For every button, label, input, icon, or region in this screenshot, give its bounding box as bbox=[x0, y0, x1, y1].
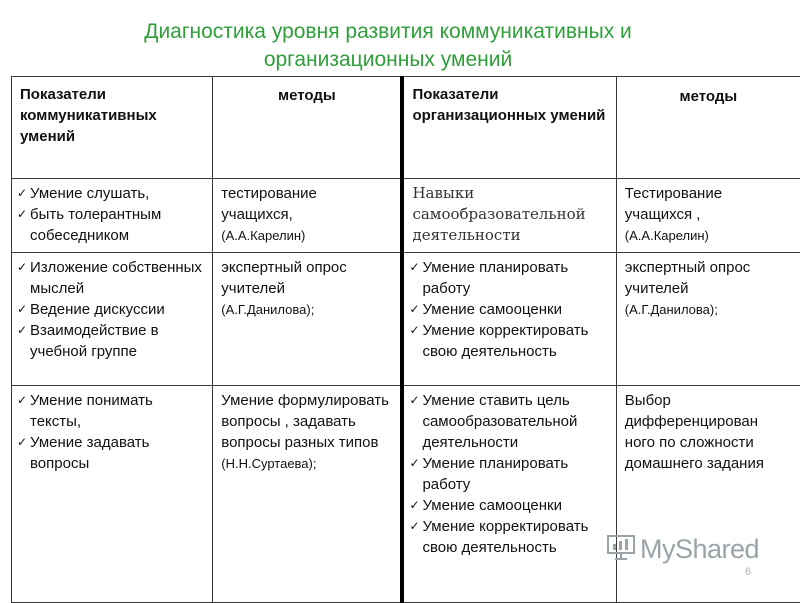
list-item: ✓ быть толерантным собеседником bbox=[20, 204, 204, 246]
diagnostics-table bbox=[11, 76, 800, 603]
header-org-methods: методы bbox=[616, 77, 800, 179]
org-indicator-cell bbox=[402, 253, 616, 386]
comm-indicator-cell bbox=[12, 179, 213, 253]
slide-title bbox=[0, 18, 776, 74]
page-number: 6 bbox=[745, 566, 751, 578]
method-reference: (А.Г.Данилова); bbox=[221, 299, 392, 320]
method-text: экспертный опрос учителей bbox=[625, 257, 792, 299]
comm-method-cell bbox=[213, 253, 403, 386]
method-text: экспертный опрос учителей bbox=[221, 257, 392, 299]
list-item: ✓ Взаимодействие в учебной группе bbox=[20, 320, 204, 362]
header-org-indicators: Показатели организационных умений bbox=[402, 77, 616, 179]
header-comm-indicators: Показатели коммуникативных умений bbox=[12, 77, 213, 179]
org-method-cell bbox=[616, 386, 800, 603]
watermark-text: MyShared bbox=[640, 534, 759, 564]
comm-indicator-list bbox=[20, 183, 204, 246]
list-item: ✓ Ведение дискуссии bbox=[20, 299, 204, 320]
comm-indicator-list bbox=[20, 257, 204, 362]
list-item: ✓ Умение самооценки bbox=[412, 299, 607, 320]
list-item: ✓ Умение корректировать свою деятельность bbox=[412, 320, 607, 362]
method-reference: (Н.Н.Суртаева); bbox=[221, 453, 392, 474]
list-item: ✓ Умение слушать, bbox=[20, 183, 204, 204]
org-indicator-list bbox=[412, 257, 607, 362]
list-item: ✓ Умение планировать работу bbox=[412, 453, 607, 495]
list-item: ✓ Умение планировать работу bbox=[412, 257, 607, 299]
method-reference: (А.А.Карелин) bbox=[221, 225, 392, 246]
method-reference: (А.А.Карелин) bbox=[625, 225, 792, 246]
table-row bbox=[12, 386, 800, 603]
method-text: Выбор дифференцирован ного по сложности домашнего задания bbox=[625, 390, 792, 474]
presentation-board-icon bbox=[606, 534, 636, 567]
list-item: ✓ Умение задавать вопросы bbox=[20, 432, 204, 474]
list-item: ✓ Умение ставить цель самообразовательной деятельности bbox=[412, 390, 607, 453]
list-item: ✓ Умение самооценки bbox=[412, 495, 607, 516]
table-row bbox=[12, 253, 800, 386]
list-item: ✓ Изложение собственных мыслей bbox=[20, 257, 204, 299]
comm-indicator-list bbox=[20, 390, 204, 474]
list-item: ✓ Умение корректировать свою деятельность bbox=[412, 516, 607, 558]
table-row bbox=[12, 179, 800, 253]
comm-method-cell bbox=[213, 179, 403, 253]
method-text: Тестирование учащихся , bbox=[625, 183, 792, 225]
table-header-row bbox=[12, 77, 800, 179]
org-method-cell bbox=[616, 179, 800, 253]
title-line-1: Диагностика уровня развития коммуникативных и bbox=[0, 18, 776, 46]
org-indicator-list bbox=[412, 390, 607, 558]
title-line-2: организационных умений bbox=[0, 46, 776, 74]
header-comm-methods: методы bbox=[213, 77, 403, 179]
method-text: Умение формулировать вопросы , задавать вопросы разных типов bbox=[221, 390, 392, 453]
list-item: ✓ Умение понимать тексты, bbox=[20, 390, 204, 432]
org-indicator-cell bbox=[402, 386, 616, 603]
comm-indicator-cell bbox=[12, 386, 213, 603]
method-text: тестирование учащихся, bbox=[221, 183, 392, 225]
comm-indicator-cell bbox=[12, 253, 213, 386]
org-method-cell bbox=[616, 253, 800, 386]
method-reference: (А.Г.Данилова); bbox=[625, 299, 792, 320]
watermark-logo bbox=[606, 534, 759, 567]
org-indicator-cell: Навыки самообразовательной деятельности bbox=[402, 179, 616, 253]
comm-method-cell bbox=[213, 386, 403, 603]
